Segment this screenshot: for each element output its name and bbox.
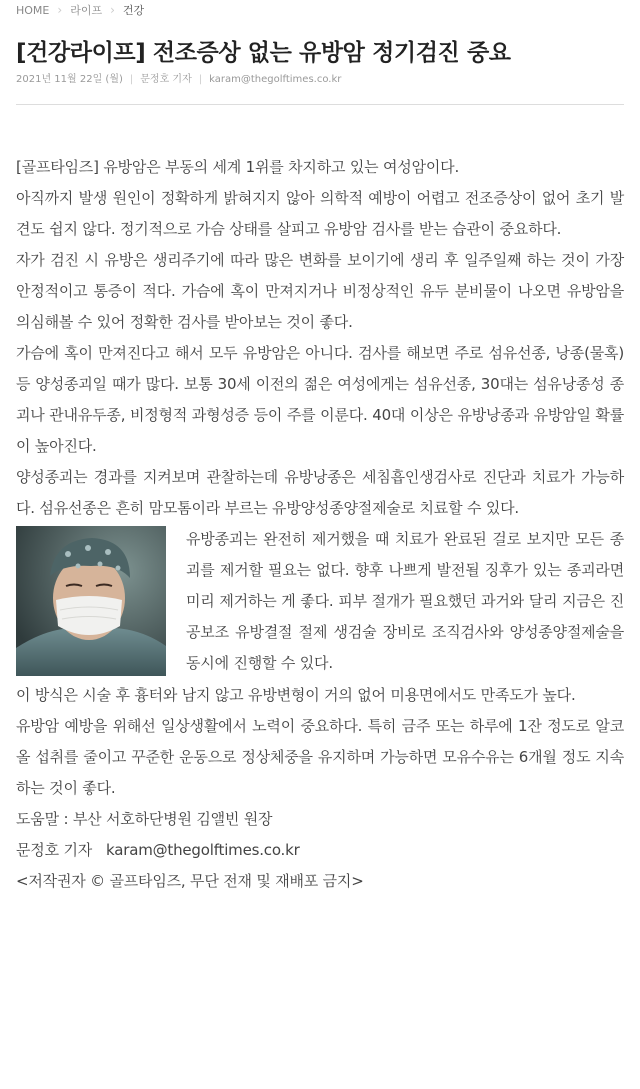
article-meta <box>16 70 341 85</box>
article-body <box>16 152 624 897</box>
article-date: 2021년 11월 22일 (월) <box>16 74 123 85</box>
copyright-notice: <저작권자 © 골프타임즈, 무단 전재 및 재배포 금지> <box>16 872 364 890</box>
byline-email[interactable]: karam@thegolftimes.co.kr <box>106 841 300 859</box>
paragraph: 자가 검진 시 유방은 생리주기에 따라 많은 변화를 보이기에 생리 후 일주일째 하는 것이 가장 안정적이고 통증이 적다. 가슴에 혹이 만져지거나 비정상적인 유두 분비물이 나오면 유방암을 의심해볼 수 있어 정확한 검사를 받아보는 것이 좋다. <box>16 251 624 331</box>
article-title: [건강라이프] 전조증상 없는 유방암 정기검진 중요 <box>16 40 511 66</box>
chevron-right-icon: › <box>57 3 63 17</box>
paragraph: 유방암 예방을 위해선 일상생활에서 노력이 중요하다. 특히 금주 또는 하루에 1잔 정도로 알코올 섭취를 줄이고 꾸준한 운동으로 정상체중을 유지하며 가능하면 모유수유는 6개월 정도 지속하는 것이 좋다. <box>16 717 624 797</box>
paragraph: [골프타임즈] 유방암은 부동의 세계 1위를 차지하고 있는 여성암이다. <box>16 158 460 176</box>
breadcrumb-section[interactable]: 라이프 <box>70 4 103 17</box>
breadcrumb-home[interactable]: HOME <box>16 3 50 17</box>
meta-divider: | <box>198 74 203 85</box>
surgeon-image <box>16 526 166 676</box>
byline <box>16 835 624 866</box>
help-credit: 도움말 : 부산 서호하단병원 김앨빈 원장 <box>16 810 273 828</box>
paragraph: 양성종괴는 경과를 지켜보며 관찰하는데 유방낭종은 세침흡인생검사로 진단과 치료가 가능하다. 섬유선종은 흔히 맘모톰이라 부르는 유방양성종양절제술로 치료할 수 있다. <box>16 468 624 517</box>
paragraph: 이 방식은 시술 후 흉터와 남지 않고 유방변형이 거의 없어 미용면에서도 만족도가 높다. <box>16 686 576 704</box>
meta-divider: | <box>129 74 134 85</box>
paragraph: 아직까지 발생 원인이 정확하게 밝혀지지 않아 의학적 예방이 어렵고 전조증상이 없어 초기 발견도 쉽지 않다. 정기적으로 가슴 상태를 살피고 유방암 검사를 받는 습관이 중요하다. <box>16 189 624 238</box>
byline-author: 문정호 기자 <box>16 841 93 859</box>
surgeon-photo[interactable] <box>16 526 166 676</box>
paragraph: 유방종괴는 완전히 제거했을 때 치료가 완료된 걸로 보지만 모든 종괴를 제거할 필요는 없다. 향후 나쁘게 발전될 징후가 있는 종괴라면 미리 제거하는 게 좋다. 피부 절개가 필요했던 과거와 달리 지금은 진공보조 유방결절 절제 생검술 장비로 조직검사와 양성종양절제술을 동시에 진행할 수 있다. <box>186 530 624 672</box>
article-author[interactable]: 문정호 기자 <box>140 74 192 85</box>
chevron-right-icon: › <box>110 3 115 17</box>
article-email[interactable]: karam@thegolftimes.co.kr <box>209 74 342 85</box>
breadcrumb-current[interactable]: 건강 <box>122 4 145 17</box>
paragraph: 가슴에 혹이 만져진다고 해서 모두 유방암은 아니다. 검사를 해보면 주로 섬유선종, 낭종(물혹) 등 양성종괴일 때가 많다. 보통 30세 이전의 젊은 여성에게는 섬유선종, 30대는 섬유낭종성 종괴나 관내유두종, 비정형적 과형성증 등이 주를 이룬다. 40대 이상은 유방낭종과 유방암일 확률이 높아진다. <box>16 344 624 455</box>
header-divider <box>16 104 624 105</box>
breadcrumb <box>16 0 144 20</box>
